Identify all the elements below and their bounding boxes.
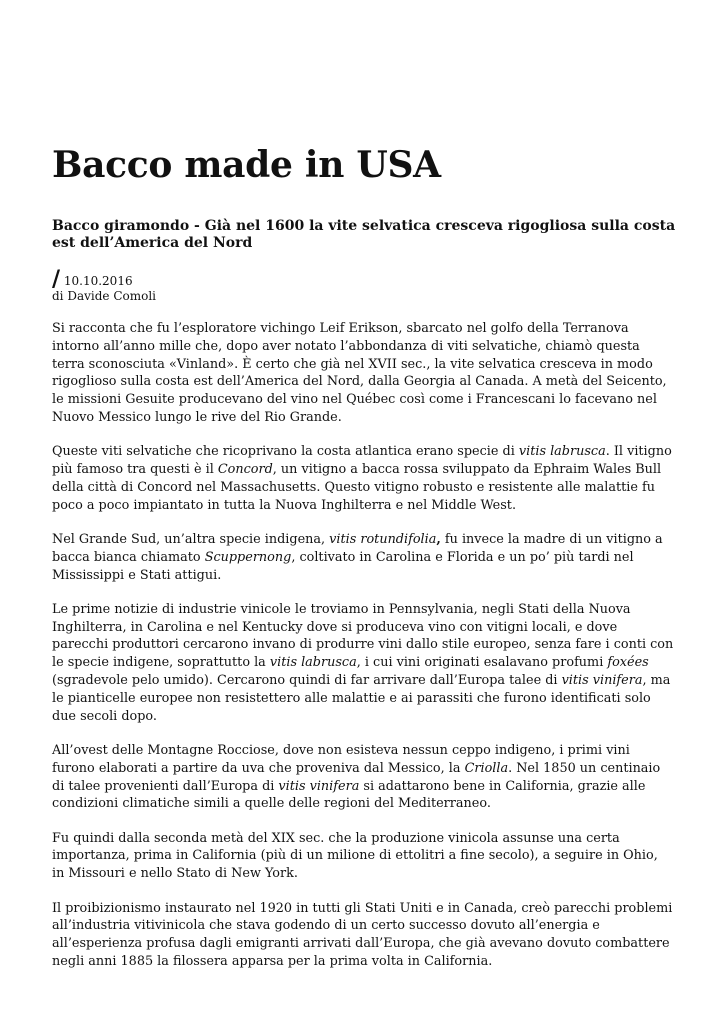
italic-term: vitis vinifera [561, 673, 643, 689]
author-byline: di Davide Comoli [52, 289, 157, 303]
paragraph: Le prime notizie di industrie vinicole le troviamo in Pennsylvania, negli Stati della Nuova Inghilterra, in Carolina e nel Kentucky dove si produceva vino con vitigni locali, e dove parecchi produttori cercarono invano di produrre vini dallo stile europeo, senza fare i conti con le specie indigene, soprattutto la vitis labrusca, i cui vini originati esalavano profumi foxées (sgradevole pelo umido). Cercarono quindi di far arrivare dall’Europa talee di vitis vinifera, ma le pianticelle europee non resistettero alle malattie e ai parassiti che furono identificati solo due secoli dopo. [52, 601, 674, 724]
paragraph: All’ovest delle Montagne Rocciose, dove non esisteva nessun ceppo indigeno, i primi vini furono elaborati a partire da uva che proveniva dal Messico, la Criolla. Nel 1850 un centinaio di talee provenienti dall’Europa di vitis vinifera si adattarono bene in California, grazie alle condizioni climatiche simili a quelle delle regioni del Mediterraneo. [52, 742, 661, 812]
article-meta [52, 266, 157, 304]
paragraph: Fu quindi dalla seconda metà del XIX sec. che la produzione vinicola assunse una certa importanza, prima in California (più di un milione di ettolitri a fine secolo), a seguire in Ohio, in Missouri e nello Stato di New York. [52, 830, 658, 882]
date-separator: / [52, 266, 61, 292]
italic-term: vitis labrusca [269, 655, 357, 671]
italic-term: Criolla [464, 760, 509, 776]
italic-term: vitis vinifera [278, 778, 360, 794]
italic-term: vitis labrusca [518, 444, 606, 460]
paragraph: Il proibizionismo instaurato nel 1920 in tutti gli Stati Uniti e in Canada, creò parecchi problemi all’industria vitivinicola che stava godendo di un certo successo dovuto all’energia e all’esperienza profusa dagli emigranti arrivati dall’Europa, che già avevano dovuto combattere negli anni 1885 la filossera apparsa per la prima volta in California. [52, 900, 673, 969]
italic-term: vitis rotundifolia [329, 531, 437, 547]
paragraph: Nel Grande Sud, un’altra specie indigena, vitis rotundifolia, fu invece la madre di un vitigno a bacca bianca chiamato Scuppernong, coltivato in Carolina e Florida e un po’ più tardi nel Mississippi e Stati attigui. [52, 531, 663, 583]
article-subtitle: Bacco giramondo - Già nel 1600 la vite selvatica cresceva rigogliosa sulla costa est dell’America del Nord [52, 218, 676, 251]
italic-term: Concord [217, 462, 273, 478]
article-title: Bacco made in USA [52, 144, 441, 186]
paragraph: Queste viti selvatiche che ricoprivano la costa atlantica erano specie di vitis labrusca. Il vitigno più famoso tra questi è il Concord, un vitigno a bacca rossa sviluppato da Ephraim Wales Bull della città di Concord nel Massachusetts. Questo vitigno robusto e resistente alle malattie fu poco a poco impiantato in tutta la Nuova Inghilterra e nel Middle West. [52, 444, 672, 513]
publish-date: 10.10.2016 [63, 274, 133, 288]
italic-term: Scuppernong [204, 549, 292, 565]
article-body [52, 320, 674, 987]
paragraph: Si racconta che fu l’esploratore vichingo Leif Erikson, sbarcato nel golfo della Terranova intorno all’anno mille che, dopo aver notato l’abbondanza di viti selvatiche, chiamò questa terra sconosciuta «Vinland». È certo che già nel XVII sec., la vite selvatica cresceva in modo rigoglioso sulla costa est dell’America del Nord, dalla Georgia al Canada. A metà del Seicento, le missioni Gesuite producevano del vino nel Québec così come i Francescani lo facevano nel Nuovo Messico lungo le rive del Rio Grande. [52, 321, 667, 425]
italic-term: foxées [607, 655, 649, 671]
